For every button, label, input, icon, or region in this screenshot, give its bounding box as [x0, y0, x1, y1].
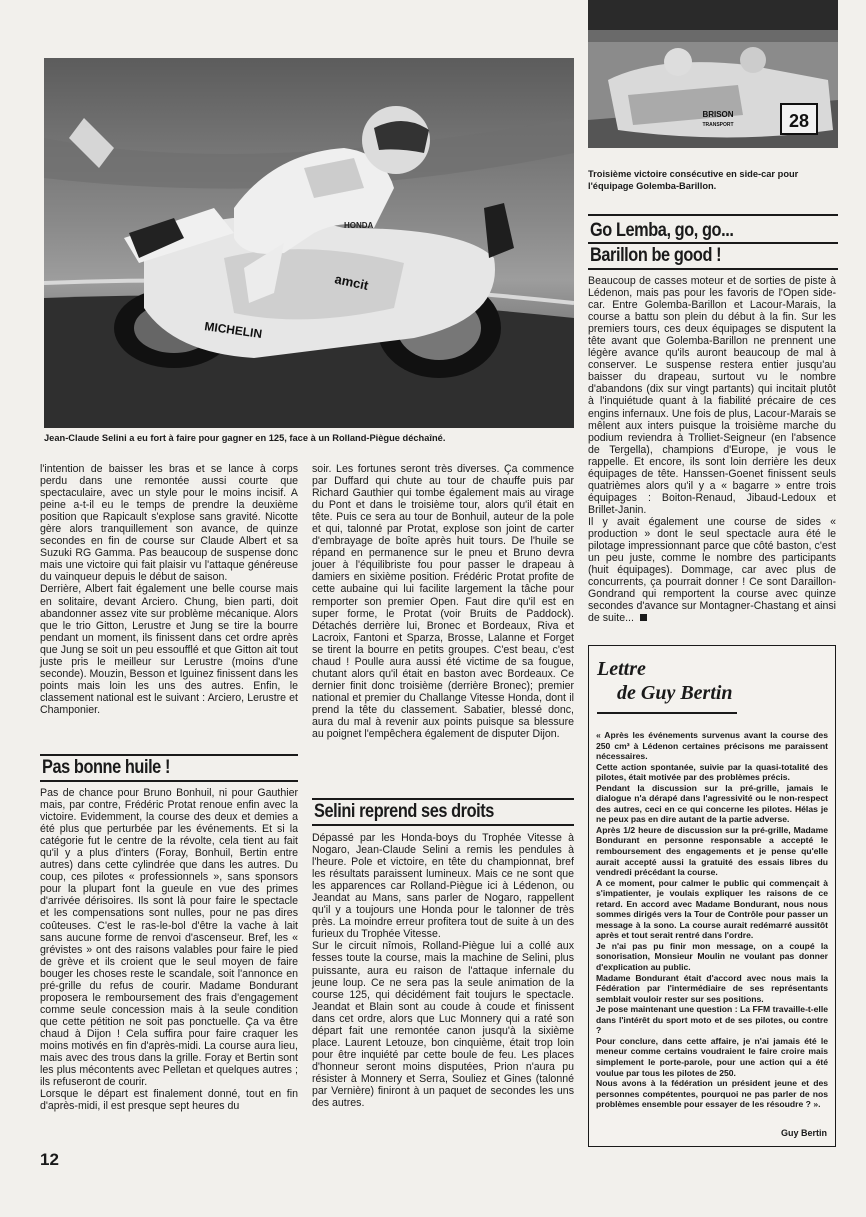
- race-number-label: 28: [788, 111, 810, 131]
- sidecar-heading-rule-mid: [588, 242, 838, 244]
- letter-paragraph: « Après les événements survenus avant la course des 250 cm³ à Lédenon certaines précisons me paraissent nécessaires.: [596, 730, 828, 762]
- sidecar-heading-rule-bottom: [588, 268, 838, 270]
- article-column-1: [40, 463, 298, 716]
- selini-heading-rule-bottom: [312, 824, 574, 826]
- article-paragraph: Derrière, Albert fait également une belle course mais en solitaire, devant Arciero. Chung, bien parti, doit abandonner assez vite sur problème mécanique. Alors que le trio Gitton, Lerustre et Jung se tire la bourre pendant un moment, ils finissent dans cet ordre après que Jung se soit un peu essoufflé et que Gitton ait tout juste pris le meilleur sur Lerustre (moins d'une seconde). Mouzin, Besson et Iguinez finissent dans les points mais loin les uns des autres. Enfin, le classement national est le suivant : Arciero, Lerustre et Champonier.: [40, 583, 298, 716]
- article-paragraph: l'intention de baisser les bras et se lance à corps perdu dans une remontée aussi courte que spectaculaire, avec un style pour le moins incisif. A peine a-t-il eu le temps de prendre la deuxième position que Rapicault s'explose sans gravité. Nicotte gère alors tranquillement son avance, de quinze secondes en fin de course sur Claude Albert et sa Suzuki RG Gamma. Pas beaucoup de suspense donc mais une victoire qui fait plaisir vu l'attaque généreuse du vainqueur depuis le début de saison.: [40, 463, 298, 584]
- sidecar-headline-2: Barillon be good !: [590, 245, 722, 266]
- selini-heading-rule-top: [312, 798, 574, 800]
- selini-headline: Selini reprend ses droits: [314, 801, 494, 822]
- article-column-2-lower: [312, 832, 574, 1109]
- letter-paragraph: Nous avons à la fédération un président jeune et des personnes compétentes, pourquoi ne pas parler de nos problèmes ensemble pour essayer de les résoudre ? ».: [596, 1078, 828, 1110]
- letter-title-line2: de Guy Bertin: [617, 682, 733, 704]
- sidecar-paragraph-2-text: Il y avait également une course de sides « production » dont le seul spectacle aura été le pilotage impressionnant parce que côté baston, c'est un peu juste, comme le nombre des participants (huit équipages). Dommage, car avec plus de concurrents, ça pourrait donner ! Ce sont Daraillon-Gondrand qui remportent la course avec quinze secondes d'avance sur Montagner-Chastang et ainsi de suite...: [588, 515, 836, 625]
- main-photo-caption: Jean-Claude Selini a eu fort à faire pour gagner en 125, face à un Rolland-Piègue déchaîné.: [44, 433, 446, 443]
- article-column-1-lower: [40, 787, 298, 1112]
- letter-paragraph: Après 1/2 heure de discussion sur la pré-grille, Madame Bondurant en personne responsable a accepté le remboursement des engagements et je pense qu'elle aurait accepté aussi la gratuité des essais libres du vendredi précédant la course.: [596, 824, 828, 878]
- huile-heading-rule-bottom: [40, 780, 298, 782]
- huile-heading-rule-top: [40, 754, 298, 756]
- letter-paragraph: Je n'ai pas pu finir mon message, on a coupé la sonorisation, Monsieur Moulin ne voulant pas donner d'explication au public.: [596, 940, 828, 973]
- letter-paragraph: Madame Bondurant était d'accord avec nous mais la Fédération par l'intermédiaire de ses représentants semblait vouloir rester sur ses positions.: [596, 972, 828, 1004]
- transport-label: TRANSPORT: [702, 122, 734, 128]
- letter-paragraph: Pendant la discussion sur la pré-grille, jamais le dialogue n'a dérapé dans l'agressivité ou le non-respect des autres, ceci en ce qui concerne les pilotes. Hélas je ne peux pas en dire autant de la partie adverse.: [596, 782, 828, 825]
- article-paragraph: soir. Les fortunes seront très diverses. Ça commence par Duffard qui chute au tour de chauffe puis par Richard Gauthier qui tombe également mais au virage du Pont et dans le troisième tour, alors qu'il était en tête. Puis ce sera au tour de Bonhuil, auteur de la pole et qui, talonné par Protat, explose son joint de carter d'embrayage de boîte après huit tours. De l'huile se répand en permanence sur le pneu et Bruno devra jouer à l'équilibriste fou pour passer le drapeau à damiers en sixième position. Frédéric Protat profite de cette aubaine qui lui facilite largement la tâche pour remporter son premier Open. Faut dire qu'il est en super forme, le Protat (voir Bruits de Paddock). Détachés derrière lui, Bronec et Bordeaux, Riva et Lacroix, Fantoni et Sparza, Brosse, Lalanne et Forget se tirent la bourre en petits groupes. C'est beau, c'est chaud ! Poulle aura aussi été victime de sa fougue, chutant alors qu'il était en baston avec Bordeaux. Ce dernier finit donc troisième (derrière Bronec); premier national et premier du Challange Vitesse Honda, dont il prend la tête du classement. Sabatier, blessé donc, aura du mal à revenir aux points puisque sa blessure au poignet l'empêchera également de disputer Dijon.: [312, 463, 574, 741]
- letter-paragraph: Je pose maintenant une question : La FFM travaille-t-elle dans l'intérêt du sport moto et de ses pilotes, ou contre ?: [596, 1004, 828, 1036]
- letter-paragraph: Pour conclure, dans cette affaire, je n'ai jamais été le meneur comme certains voudraient le faire croire mais simplement le porte-parole, pour une action qui a été voulue par tous les pilotes de 250.: [596, 1035, 828, 1078]
- sidecar-photo-caption: Troisième victoire consécutive en side-car pour l'équipage Golemba-Barillon.: [588, 169, 799, 191]
- sidecar-paragraph-2: [588, 516, 836, 624]
- huile-headline: Pas bonne huile !: [42, 757, 170, 778]
- letter-signature: Guy Bertin: [780, 1128, 827, 1138]
- brison-label: BRISON: [702, 110, 734, 119]
- article-paragraph: Pas de chance pour Bruno Bonhuil, ni pour Gauthier mais, par contre, Frédéric Protat renoue enfin avec la victoire. Evidemment, la course des deux et demies a été plus que perturbée par les événements. Et si la catégorie fut le centre de la révolte, cela tient au fait qu'il y a plus d'inters (Foray, Bonhuil, Bertin entre autres) dans cette cylindrée que dans les autres. Du coup, ces pilotes « professionnels », sans sponsors pour la plupart font la gueule en vue des primes d'arrivée dérisoires. Ils sont là pour faire le spectacle et les compensations sont nulles, pour ne pas dires coûteuses. C'est le ras-le-bol d'être la vache à lait sans aucune forme de renvoi d'ascenseur. Bref, les « grévistes » ont des raisons valables pour faire le pied de grève et ils croient que le seul moyen de faire bouger les choses reste le scandale, soit l'annonce en pré-grille du refus de courir. Madame Bondurant proposera le remboursement des frais d'engagement comme seule concession mais à la seule condition que cette pétition ne soit pas ponctuelle. Ça va être chaud à Dijon ! Cela suffira pour faire craquer les moins motivés en fin d'après-midi. La course aura lieu, mais avec des trous dans la grille. Foray et Bertin sont les plus mécontents avec Pelletan et quelques autres ; ils refuseront de courir.: [40, 787, 298, 1089]
- letter-paragraph: Cette action spontanée, suivie par la quasi-totalité des pilotes, était motivée par des problèmes précis.: [596, 761, 828, 783]
- sidecar-article-body: [588, 275, 836, 624]
- main-race-photo: [44, 58, 574, 428]
- sponsor-honda-label: HONDA: [344, 221, 374, 230]
- letter-box: [588, 645, 836, 1147]
- sidecar-heading-rule-top: [588, 214, 838, 216]
- sidecar-photo: [588, 0, 838, 148]
- article-paragraph: Sur le circuit nîmois, Rolland-Piègue lui a collé aux fesses toute la course, mais la machine de Selini, plus puissante, aura eu raison de l'attaque infernale du jeune loup. Ce ne sera pas la seule animation de la course 125, qui décidément fait toujurs le spectacle. Jeandat et Blain sont au coude à coude et finissent dans cet ordre, alors que Luc Monnery qui a raté son départ fait une remontée canon jusqu'à la sixième place. Laurent Letouze, bon cinquième, était trop loin pour être inquiété par cette boule de feu. Les places d'honneur seront moins disputées, Prion n'aura pu résister à Monnery et Serra, Souliez et Gines (talonné par Vernière) finiront à un paquet de secondes les uns des autres.: [312, 940, 574, 1110]
- letter-body: [596, 730, 828, 1110]
- page-number: 12: [40, 1150, 59, 1169]
- article-paragraph: Dépassé par les Honda-boys du Trophée Vitesse à Nogaro, Jean-Claude Selini a remis les pendules à l'heure. Pole et victoire, en tête du championnat, bref les résultats paraissent lumineux. Mais ce ne sont que les apparences car Rolland-Piègue ici à Lédenon, ou Jeandat au Mans, sans parler de Nogaro, rappellent qu'il y a toujours une Honda pour le talonner de très près. La moindre erreur profitera tout de suite à un des furieux du Trophée Vitesse.: [312, 832, 574, 941]
- sidecar-paragraph-1: Beaucoup de casses moteur et de sorties de piste à Lédenon, mais pas pour les favoris de l'Open side-car. Entre Golemba-Barillon et Lacour-Marais, la course a battu son plein du début à la fin. Sur les premiers tours, ces deux équipages se disputent la tête avant que Golemba-Barillon ne prennent une légère avance qu'ils auront beaucoup de mal à conserver. Le suspense restera entier jusqu'au baisser du drapeau, surtout vu le nombre d'abandons (dix sur vingt partants) qui incitait plutôt à l'inquiétude quant à la fiabilité précaire de ces engins infernaux. Une fois de plus, Lacour-Marais se mêlent aux inters puisque la troisième marche du podium reviendra à Trolliet-Seigneur (en l'absence de Tergella), champions d'Europe, je vous le rappelle. Et encore, ils sont loin derrière les deux équipages de tête. Hanssen-Goenet finissent seuls quatrièmes alors qu'il y a « bagarre » entre trois équipages : Boiton-Renaud, Jibaud-Ledoux et Brillet-Janin.: [588, 275, 836, 516]
- article-column-2: [312, 463, 574, 740]
- sponsor-michelin-label: MICHELIN: [203, 319, 263, 342]
- letter-title-line1: Lettre: [597, 658, 646, 680]
- letter-paragraph: A ce moment, pour calmer le public qui commençait à s'impatienter, je voulais expliquer les raisons de ce retard. En accord avec Madame Bondurant, nous nous sommes dirigés vers la Tour de Contrôle pour passer un message à la sono. La course aurait redémarré aussitôt après et tout serait rentré dans l'ordre.: [596, 877, 828, 941]
- sidecar-headline-1: Go Lemba, go, go...: [590, 220, 734, 241]
- article-paragraph: Lorsque le départ est finalement donné, tout en fin d'après-midi, il est presque sept heures du: [40, 1088, 298, 1113]
- letter-title-rule: [597, 712, 737, 714]
- end-mark-icon: [640, 614, 647, 621]
- sponsor-amcit-label: amcit: [333, 271, 370, 293]
